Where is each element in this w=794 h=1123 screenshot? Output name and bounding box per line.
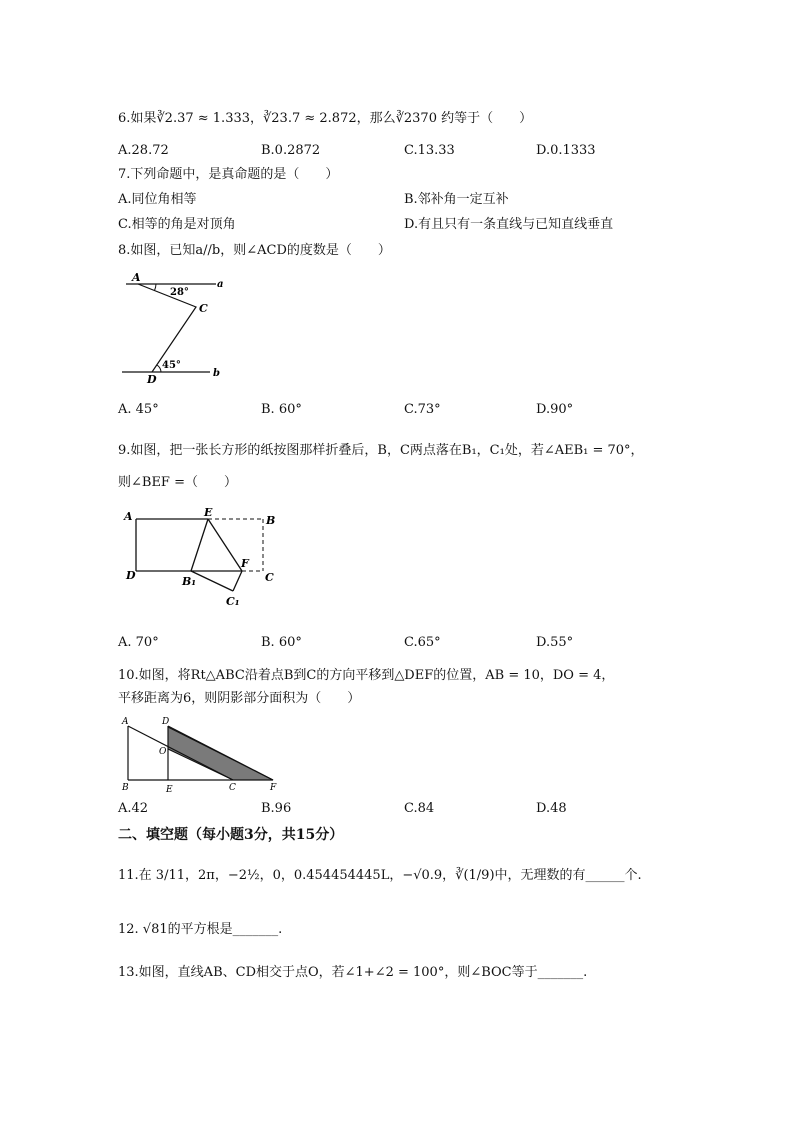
q6-option-d: D.0.1333 (536, 143, 596, 158)
question-10-stem-line1: 10.如图，将Rt△ABC沿着点B到C的方向平移到△DEF的位置，AB = 10，DO = 4， (118, 668, 615, 683)
label-B: B (266, 514, 276, 527)
question-6-stem: 6.如果∛2.37 ≈ 1.333，∛23.7 ≈ 2.872，那么∛2370 约等于（ ） (118, 111, 533, 126)
q9-option-d: D.55° (536, 635, 574, 650)
q8-option-a: A. 45° (118, 402, 159, 417)
label-C1: C₁ (226, 595, 240, 608)
question-10-stem-line2: 平移距离为6，则阴影部分面积为（ ） (118, 691, 361, 706)
q6-option-b: B.0.2872 (261, 143, 321, 158)
q10-option-d: D.48 (536, 801, 567, 816)
q9-option-b: B. 60° (261, 635, 302, 650)
fold-line-EF (208, 519, 242, 571)
label-F: F (241, 557, 249, 570)
label-D: D (162, 717, 170, 727)
segment-B1C1 (191, 571, 233, 591)
label-F: F (270, 783, 277, 793)
q10-option-a: A.42 (118, 801, 149, 816)
label-a: a (217, 279, 224, 290)
label-B: B (122, 783, 129, 793)
q7-option-d: D.有且只有一条直线与已知直线垂直 (404, 217, 614, 232)
label-D: D (147, 373, 157, 385)
q7-option-c: C.相等的角是对顶角 (118, 217, 236, 232)
q7-option-a: A.同位角相等 (118, 192, 197, 207)
q9-folded-rectangle-figure (118, 505, 283, 615)
question-9-stem-line2: 则∠BEF =（ ） (118, 475, 237, 490)
question-13: 13.如图，直线AB、CD相交于点O，若∠1+∠2 = 100°，则∠BOC等于_______. (118, 965, 588, 980)
label-A: A (132, 271, 141, 284)
question-11: 11.在 3/11，2π，−2½，0，0.454454445L，−√0.9，∛(1/9)中，无理数的有______个. (118, 868, 642, 883)
question-9-stem-line1: 9.如图，把一张长方形的纸按图那样折叠后，B，C两点落在B₁，C₁处，若∠AEB₁ = 70°， (118, 443, 644, 458)
q8-option-c: C.73° (404, 402, 441, 417)
segment-EB1 (191, 519, 208, 571)
label-B1: B₁ (182, 575, 197, 588)
label-E: E (204, 506, 213, 519)
angle-arc-45 (157, 365, 161, 372)
label-angle-45: 45° (162, 360, 181, 371)
question-7-stem: 7.下列命题中，是真命题的是（ ） (118, 167, 339, 182)
q10-option-b: B.96 (261, 801, 292, 816)
label-angle-28: 28° (170, 287, 189, 298)
label-C: C (199, 302, 208, 315)
label-D: D (126, 569, 136, 582)
label-A: A (122, 717, 129, 727)
q10-translated-triangles-figure (118, 714, 283, 796)
q9-option-a: A. 70° (118, 635, 159, 650)
angle-arc-28 (155, 284, 157, 291)
q6-option-c: C.13.33 (404, 143, 455, 158)
label-O: O (159, 747, 167, 757)
q6-option-a: A.28.72 (118, 143, 169, 158)
segment-C1F (233, 571, 242, 591)
q10-option-c: C.84 (404, 801, 435, 816)
q8-option-b: B. 60° (261, 402, 302, 417)
q8-option-d: D.90° (536, 402, 574, 417)
q7-option-b: B.邻补角一定互补 (404, 192, 509, 207)
q9-option-c: C.65° (404, 635, 441, 650)
section-2-heading: 二、填空题（每小题3分，共15分） (118, 827, 344, 843)
question-8-stem: 8.如图，已知a//b，则∠ACD的度数是（ ） (118, 243, 391, 258)
q8-parallel-lines-figure (118, 270, 238, 385)
question-12: 12. √81的平方根是_______. (118, 922, 283, 937)
label-E: E (166, 785, 173, 795)
label-b: b (213, 368, 220, 379)
label-A: A (124, 510, 133, 523)
label-C: C (229, 783, 236, 793)
label-C: C (265, 571, 274, 584)
